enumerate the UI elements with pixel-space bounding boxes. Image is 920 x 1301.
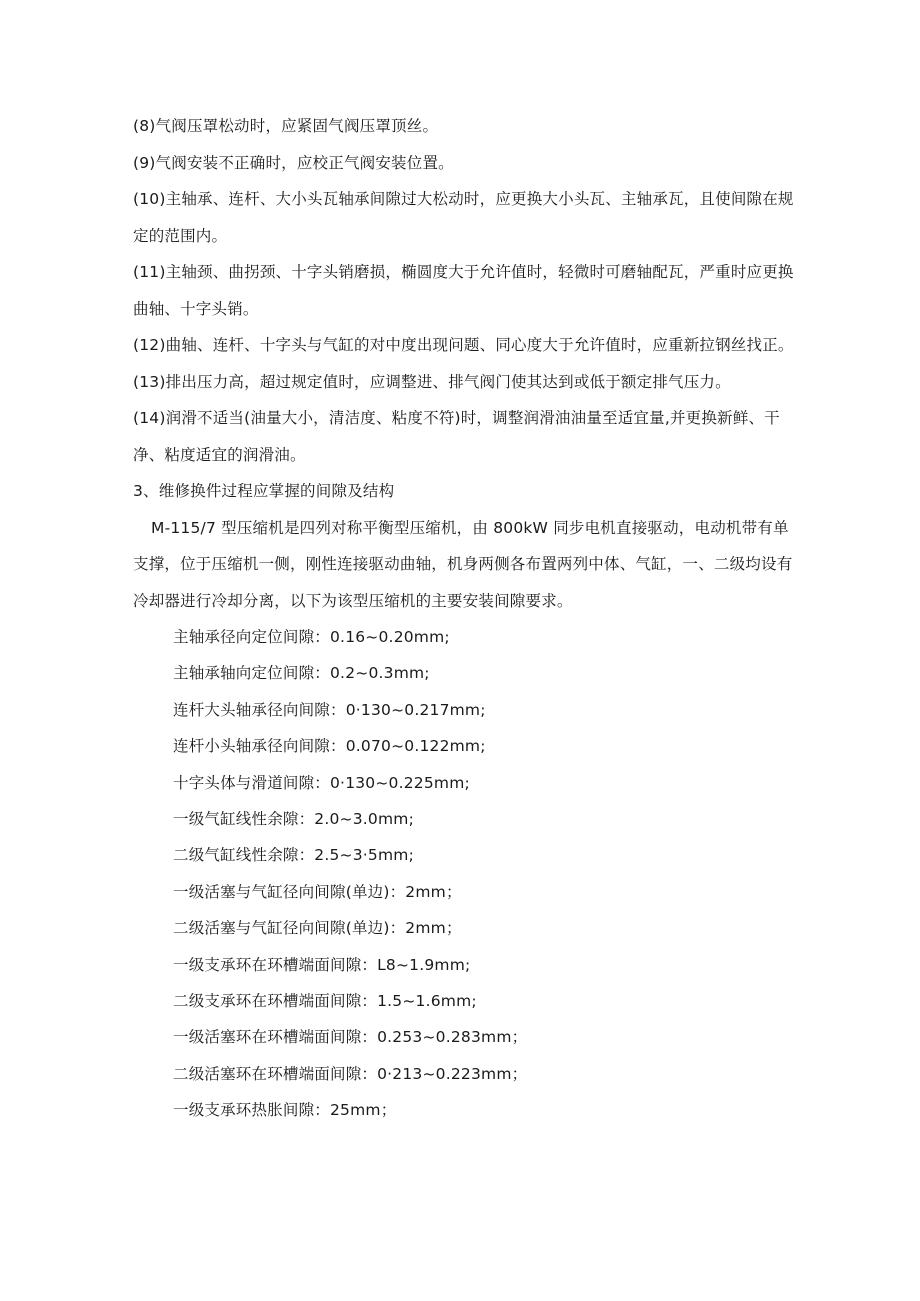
clearance-item: 一级活塞环在环槽端面间隙：0.253~0.283mm； (173, 1028, 528, 1047)
document-body (133, 108, 798, 1129)
clearance-item: 二级气缸线性余隙：2.5~3·5mm; (173, 846, 415, 865)
clearance-item: 二级活塞与气缸径向间隙(单边)：2mm； (173, 919, 462, 938)
paragraph-13: (13)排出压力高，超过规定值时，应调整进、排气阀门使其达到或低于额定排气压力。 (133, 372, 731, 391)
section-heading: 3、维修换件过程应掌握的间隙及结构 (133, 482, 395, 500)
clearance-item: 一级气缸线性余隙：2.0~3.0mm; (173, 810, 415, 829)
clearance-item: 主轴承径向定位间隙：0.16~0.20mm; (173, 628, 450, 646)
clearance-item: 一级活塞与气缸径向间隙(单边)：2mm； (173, 882, 462, 901)
paragraph-8: (8)气阀压罩松动时，应紧固气阀压罩顶丝。 (133, 117, 439, 135)
paragraph-12: (12)曲轴、连杆、十字头与气缸的对中度出现问题、同心度大于允许值时，应重新拉钢丝找正。 (133, 336, 794, 354)
clearance-item: 一级支承环热胀间隙：25mm； (173, 1101, 397, 1120)
clearance-list (133, 619, 798, 1129)
paragraph-10: (10)主轴承、连杆、大小头瓦轴承间隙过大松动时，应更换大小头瓦、主轴承瓦，且使间隙在规定的范围内。 (133, 190, 794, 245)
clearance-item: 二级支承环在环槽端面间隙：1.5~1.6mm; (173, 992, 477, 1011)
clearance-item: 连杆大头轴承径向间隙：0·130~0.217mm; (173, 700, 486, 719)
intro-paragraph: M-115/7 型压缩机是四列对称平衡型压缩机，由 800kW 同步电机直接驱动，电动机带有单支撑，位于压缩机一侧，刚性连接驱动曲轴，机身两侧各布置两列中体、气缸，一、二级均设有冷却器进行冷却分离，以下为该型压缩机的主要安装间隙要求。 (133, 518, 793, 610)
clearance-item: 一级支承环在环槽端面间隙：L8~1.9mm; (173, 955, 471, 974)
clearance-item: 连杆小头轴承径向间隙：0.070~0.122mm; (173, 737, 486, 756)
paragraph-14: (14)润滑不适当(油量大小，清洁度、粘度不符)时，调整润滑油油量至适宜量,并更换新鲜、干净、粘度适宜的润滑油。 (133, 409, 780, 464)
paragraph-11: (11)主轴颈、曲拐颈、十字头销磨损，椭圆度大于允许值时，轻微时可磨轴配瓦，严重时应更换曲轴、十字头销。 (133, 263, 794, 318)
paragraph-9: (9)气阀安装不正确时，应校正气阀安装位置。 (133, 153, 454, 172)
clearance-item: 十字头体与滑道间隙：0·130~0.225mm; (173, 773, 470, 792)
clearance-item: 二级活塞环在环槽端面间隙：0·213~0.223mm； (173, 1064, 528, 1083)
clearance-item: 主轴承轴向定位间隙：0.2~0.3mm; (173, 664, 430, 683)
